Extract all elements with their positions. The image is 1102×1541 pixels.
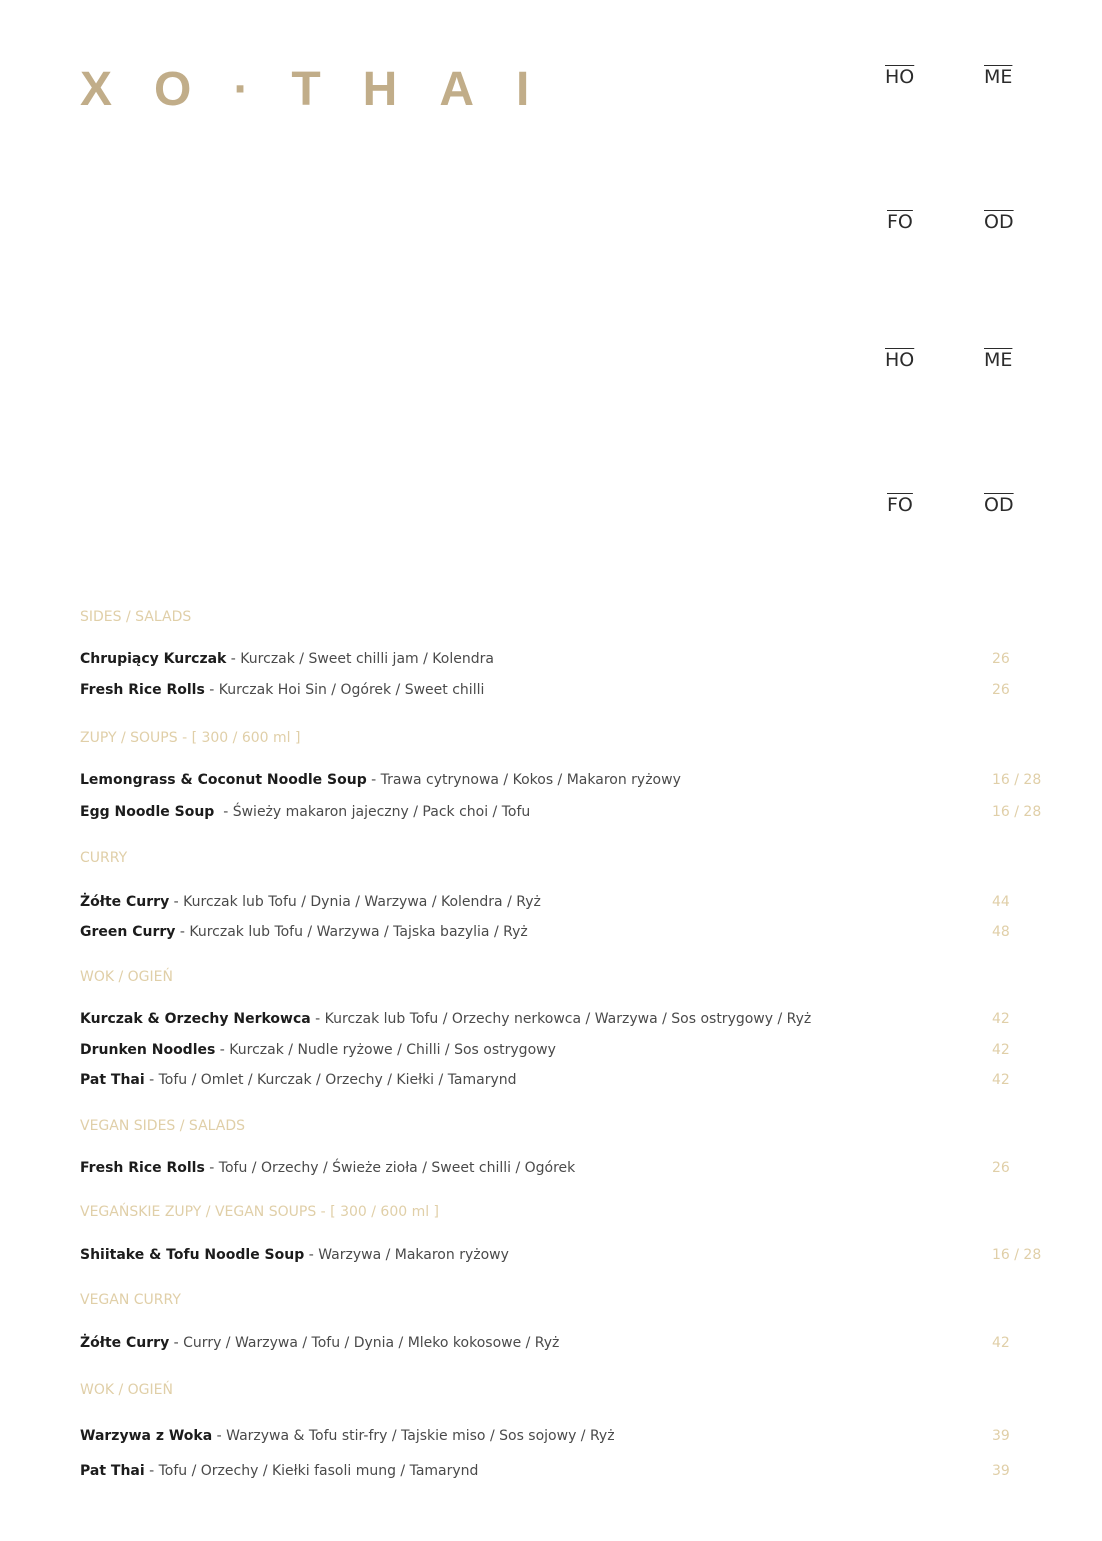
- nav-word[interactable]: $\overline{FO}$: [887, 211, 913, 233]
- item-price: 44: [992, 894, 1010, 910]
- section-title: ZUPY / SOUPS - [ 300 / 600 ml ]: [80, 730, 301, 746]
- section-title: VEGAŃSKIE ZUPY / VEGAN SOUPS - [ 300 / 600 ml ]: [80, 1204, 440, 1220]
- item-price: 42: [992, 1042, 1010, 1058]
- item-name: Żółte Curry: [80, 894, 170, 910]
- item-price: 26: [992, 651, 1010, 667]
- item-price: 39: [992, 1428, 1010, 1444]
- section-title: VEGAN SIDES / SALADS: [80, 1118, 246, 1134]
- item-price: 42: [992, 1072, 1010, 1088]
- item-description: - Warzywa & Tofu stir-fry / Tajskie miso / Sos sojowy / Ryż: [212, 1428, 615, 1444]
- item-name: Chrupiący Kurczak: [80, 651, 227, 667]
- item-price: 16 / 28: [992, 772, 1042, 788]
- item-name: Drunken Noodles: [80, 1042, 216, 1058]
- menu-item: [80, 1040, 1040, 1060]
- item-description: - Kurczak lub Tofu / Dynia / Warzywa / Kolendra / Ryż: [169, 894, 541, 910]
- brand-logo: XO·THAI: [80, 63, 572, 116]
- section-title: WOK / OGIEŃ: [80, 1382, 173, 1398]
- item-price: 48: [992, 924, 1010, 940]
- item-price: 42: [992, 1335, 1010, 1351]
- item-name: Shiitake & Tofu Noodle Soup: [80, 1247, 305, 1263]
- item-name: Green Curry: [80, 924, 176, 940]
- menu-item: [80, 649, 1040, 669]
- item-name: Warzywa z Woka: [80, 1428, 213, 1444]
- item-price: 26: [992, 1160, 1010, 1176]
- item-description: - Curry / Warzywa / Tofu / Dynia / Mleko kokosowe / Ryż: [169, 1335, 560, 1351]
- nav-word[interactable]: $\overline{FO}$: [887, 494, 913, 516]
- item-name: Pat Thai: [80, 1072, 145, 1088]
- item-price: 26: [992, 682, 1010, 698]
- menu-item: [80, 1158, 1040, 1178]
- section-title: SIDES / SALADS: [80, 609, 192, 625]
- menu-item: [80, 1009, 1040, 1029]
- nav-word[interactable]: $\overline{OD}$: [984, 211, 1014, 233]
- section-title: WOK / OGIEŃ: [80, 969, 173, 985]
- item-description: - Świeży makaron jajeczny / Pack choi / Tofu: [214, 804, 531, 820]
- section-title: CURRY: [80, 850, 128, 866]
- item-name: Egg Noodle Soup: [80, 804, 215, 820]
- item-description: - Tofu / Orzechy / Świeże zioła / Sweet chilli / Ogórek: [204, 1160, 576, 1176]
- item-price: 16 / 28: [992, 1247, 1042, 1263]
- item-price: 39: [992, 1463, 1010, 1479]
- item-description: - Trawa cytrynowa / Kokos / Makaron ryżowy: [366, 772, 681, 788]
- item-description: - Kurczak lub Tofu / Warzywa / Tajska bazylia / Ryż: [175, 924, 528, 940]
- item-price: 16 / 28: [992, 804, 1042, 820]
- item-description: - Tofu / Orzechy / Kiełki fasoli mung / Tamarynd: [144, 1463, 479, 1479]
- item-description: - Kurczak Hoi Sin / Ogórek / Sweet chilli: [204, 682, 485, 698]
- item-name: Pat Thai: [80, 1463, 145, 1479]
- item-description: - Kurczak lub Tofu / Orzechy nerkowca / Warzywa / Sos ostrygowy / Ryż: [310, 1011, 812, 1027]
- item-description: - Kurczak / Sweet chilli jam / Kolendra: [226, 651, 494, 667]
- menu-item: [80, 1426, 1040, 1446]
- nav-word[interactable]: $\overline{OD}$: [984, 494, 1014, 516]
- nav-word[interactable]: $\overline{ME}$: [984, 66, 1013, 88]
- menu-item: [80, 1070, 1040, 1090]
- menu-item: [80, 892, 1040, 912]
- nav-word[interactable]: $\overline{HO}$: [885, 349, 915, 371]
- section-title: VEGAN CURRY: [80, 1292, 181, 1308]
- item-description: - Warzywa / Makaron ryżowy: [304, 1247, 509, 1263]
- menu-item: [80, 802, 1040, 822]
- menu-item: [80, 680, 1040, 700]
- menu-item: [80, 1461, 1040, 1481]
- item-name: Fresh Rice Rolls: [80, 1160, 205, 1176]
- item-name: Fresh Rice Rolls: [80, 682, 205, 698]
- item-price: 42: [992, 1011, 1010, 1027]
- nav-word[interactable]: $\overline{ME}$: [984, 349, 1013, 371]
- item-name: Kurczak & Orzechy Nerkowca: [80, 1011, 311, 1027]
- item-name: Żółte Curry: [80, 1335, 170, 1351]
- item-description: - Tofu / Omlet / Kurczak / Orzechy / Kiełki / Tamarynd: [144, 1072, 517, 1088]
- menu-item: [80, 1245, 1040, 1265]
- menu-item: [80, 1333, 1040, 1353]
- menu-item: [80, 770, 1040, 790]
- item-name: Lemongrass & Coconut Noodle Soup: [80, 772, 367, 788]
- nav-word[interactable]: $\overline{HO}$: [885, 66, 915, 88]
- item-description: - Kurczak / Nudle ryżowe / Chilli / Sos ostrygowy: [215, 1042, 556, 1058]
- menu-item: [80, 922, 1040, 942]
